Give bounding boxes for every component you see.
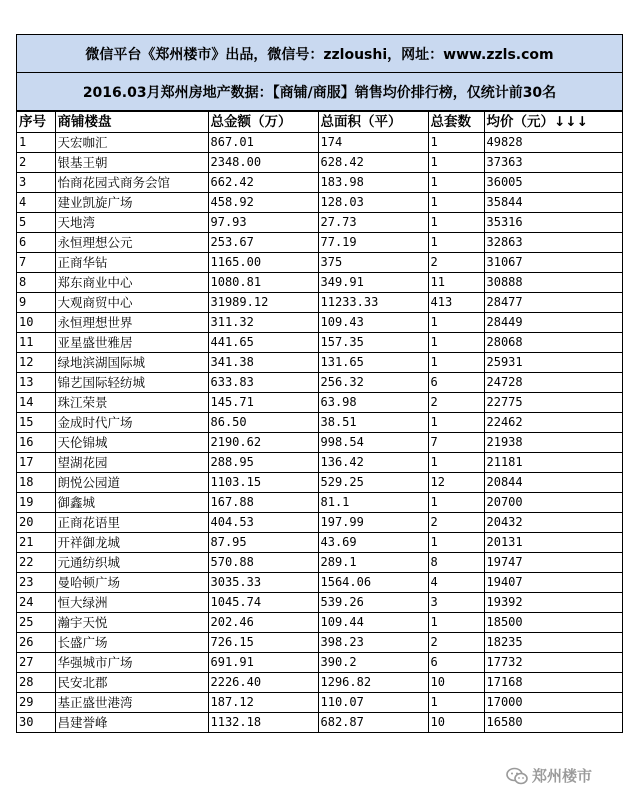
cell-total-units: 3 (428, 593, 484, 613)
cell-total-area: 81.1 (318, 493, 428, 513)
cell-project: 元通纺织城 (55, 553, 208, 573)
cell-project: 瀚宇天悦 (55, 613, 208, 633)
table-row (17, 253, 622, 273)
cell-project: 亚星盛世雅居 (55, 333, 208, 353)
cell-total-units: 1 (428, 173, 484, 193)
table-row (17, 693, 622, 713)
cell-total-amount: 726.15 (208, 633, 318, 653)
cell-total-units: 1 (428, 493, 484, 513)
cell-project: 珠江荣景 (55, 393, 208, 413)
cell-project: 金成时代广场 (55, 413, 208, 433)
table-row (17, 453, 622, 473)
cell-total-area: 375 (318, 253, 428, 273)
cell-project: 恒大绿洲 (55, 593, 208, 613)
table-row (17, 413, 622, 433)
cell-total-area: 529.25 (318, 473, 428, 493)
cell-total-amount: 1080.81 (208, 273, 318, 293)
cell-total-units: 2 (428, 513, 484, 533)
table-row (17, 333, 622, 353)
cell-total-area: 11233.33 (318, 293, 428, 313)
cell-rank: 3 (17, 173, 55, 193)
cell-total-units: 11 (428, 273, 484, 293)
cell-project: 永恒理想世界 (55, 313, 208, 333)
cell-total-amount: 288.95 (208, 453, 318, 473)
cell-total-units: 4 (428, 573, 484, 593)
cell-rank: 25 (17, 613, 55, 633)
cell-total-units: 1 (428, 313, 484, 333)
cell-project: 昌建誉峰 (55, 713, 208, 733)
cell-rank: 22 (17, 553, 55, 573)
cell-total-units: 1 (428, 333, 484, 353)
cell-total-area: 110.07 (318, 693, 428, 713)
cell-project: 曼哈顿广场 (55, 573, 208, 593)
cell-avg-price: 24728 (484, 373, 622, 393)
cell-project: 民安北郡 (55, 673, 208, 693)
table-row (17, 153, 622, 173)
cell-project: 天伦锦城 (55, 433, 208, 453)
cell-project: 绿地滨湖国际城 (55, 353, 208, 373)
cell-avg-price: 22462 (484, 413, 622, 433)
cell-total-units: 413 (428, 293, 484, 313)
cell-avg-price: 20844 (484, 473, 622, 493)
cell-project: 开祥御龙城 (55, 533, 208, 553)
cell-total-units: 2 (428, 393, 484, 413)
cell-rank: 1 (17, 133, 55, 153)
cell-project: 天地湾 (55, 213, 208, 233)
cell-rank: 6 (17, 233, 55, 253)
header-project: 商铺楼盘 (55, 112, 208, 133)
cell-total-units: 8 (428, 553, 484, 573)
cell-project: 银基王朝 (55, 153, 208, 173)
cell-rank: 4 (17, 193, 55, 213)
cell-rank: 9 (17, 293, 55, 313)
header-total-amount: 总金额（万） (208, 112, 318, 133)
cell-total-units: 1 (428, 213, 484, 233)
cell-total-amount: 311.32 (208, 313, 318, 333)
table-row (17, 553, 622, 573)
cell-rank: 24 (17, 593, 55, 613)
cell-total-area: 109.44 (318, 613, 428, 633)
cell-rank: 26 (17, 633, 55, 653)
cell-avg-price: 35316 (484, 213, 622, 233)
cell-rank: 21 (17, 533, 55, 553)
header-row (17, 112, 622, 133)
cell-project: 郑东商业中心 (55, 273, 208, 293)
cell-total-units: 2 (428, 633, 484, 653)
cell-rank: 19 (17, 493, 55, 513)
table-row (17, 493, 622, 513)
cell-total-area: 256.32 (318, 373, 428, 393)
cell-avg-price: 31067 (484, 253, 622, 273)
cell-rank: 15 (17, 413, 55, 433)
cell-total-area: 136.42 (318, 453, 428, 473)
cell-total-area: 128.03 (318, 193, 428, 213)
cell-total-amount: 341.38 (208, 353, 318, 373)
cell-avg-price: 25931 (484, 353, 622, 373)
cell-total-units: 12 (428, 473, 484, 493)
watermark-text: 郑州楼市 (532, 767, 593, 785)
cell-total-amount: 441.65 (208, 333, 318, 353)
cell-total-area: 43.69 (318, 533, 428, 553)
cell-total-amount: 633.83 (208, 373, 318, 393)
cell-total-area: 38.51 (318, 413, 428, 433)
cell-total-amount: 145.71 (208, 393, 318, 413)
cell-total-area: 1296.82 (318, 673, 428, 693)
cell-total-units: 1 (428, 233, 484, 253)
cell-project: 正商花语里 (55, 513, 208, 533)
cell-total-area: 197.99 (318, 513, 428, 533)
cell-total-units: 1 (428, 413, 484, 433)
cell-total-amount: 187.12 (208, 693, 318, 713)
cell-avg-price: 37363 (484, 153, 622, 173)
cell-avg-price: 21181 (484, 453, 622, 473)
cell-total-units: 1 (428, 193, 484, 213)
cell-avg-price: 28477 (484, 293, 622, 313)
cell-avg-price: 17168 (484, 673, 622, 693)
cell-total-area: 682.87 (318, 713, 428, 733)
table-row (17, 573, 622, 593)
cell-avg-price: 49828 (484, 133, 622, 153)
cell-avg-price: 18235 (484, 633, 622, 653)
header-rank: 序号 (17, 112, 55, 133)
table-row (17, 373, 622, 393)
cell-total-amount: 2348.00 (208, 153, 318, 173)
spreadsheet (16, 34, 623, 733)
cell-total-area: 539.26 (318, 593, 428, 613)
cell-total-amount: 31989.12 (208, 293, 318, 313)
cell-project: 建业凯旋广场 (55, 193, 208, 213)
cell-avg-price: 28068 (484, 333, 622, 353)
cell-total-amount: 1045.74 (208, 593, 318, 613)
table-row (17, 293, 622, 313)
cell-rank: 7 (17, 253, 55, 273)
cell-project: 御鑫城 (55, 493, 208, 513)
cell-project: 华强城市广场 (55, 653, 208, 673)
watermark (506, 765, 592, 786)
cell-total-area: 390.2 (318, 653, 428, 673)
table-row (17, 533, 622, 553)
cell-total-amount: 691.91 (208, 653, 318, 673)
cell-rank: 5 (17, 213, 55, 233)
table-row (17, 713, 622, 733)
cell-total-amount: 458.92 (208, 193, 318, 213)
cell-avg-price: 16580 (484, 713, 622, 733)
table-row (17, 593, 622, 613)
cell-total-area: 289.1 (318, 553, 428, 573)
banner-title: 2016.03月郑州房地产数据：【商铺/商服】销售均价排行榜，仅统计前30名 (17, 73, 622, 111)
cell-total-units: 1 (428, 693, 484, 713)
cell-avg-price: 19747 (484, 553, 622, 573)
table-row (17, 313, 622, 333)
cell-total-units: 1 (428, 153, 484, 173)
cell-avg-price: 20700 (484, 493, 622, 513)
cell-total-area: 131.65 (318, 353, 428, 373)
cell-project: 长盛广场 (55, 633, 208, 653)
cell-project: 正商华钻 (55, 253, 208, 273)
cell-avg-price: 18500 (484, 613, 622, 633)
cell-total-amount: 404.53 (208, 513, 318, 533)
cell-total-units: 1 (428, 533, 484, 553)
cell-total-units: 1 (428, 353, 484, 373)
cell-avg-price: 32863 (484, 233, 622, 253)
cell-total-area: 998.54 (318, 433, 428, 453)
cell-total-area: 183.98 (318, 173, 428, 193)
cell-avg-price: 22775 (484, 393, 622, 413)
cell-total-amount: 662.42 (208, 173, 318, 193)
cell-rank: 2 (17, 153, 55, 173)
cell-total-amount: 1103.15 (208, 473, 318, 493)
table-row (17, 213, 622, 233)
cell-rank: 20 (17, 513, 55, 533)
cell-avg-price: 20432 (484, 513, 622, 533)
cell-rank: 27 (17, 653, 55, 673)
table-row (17, 133, 622, 153)
cell-total-units: 6 (428, 653, 484, 673)
table-row (17, 653, 622, 673)
cell-total-amount: 2190.62 (208, 433, 318, 453)
table-row (17, 613, 622, 633)
cell-avg-price: 30888 (484, 273, 622, 293)
table-row (17, 633, 622, 653)
cell-total-units: 7 (428, 433, 484, 453)
cell-total-units: 1 (428, 613, 484, 633)
table-row (17, 273, 622, 293)
table-row (17, 433, 622, 453)
cell-total-area: 628.42 (318, 153, 428, 173)
header-avg-price: 均价（元）↓↓↓ (484, 112, 622, 133)
cell-total-area: 63.98 (318, 393, 428, 413)
cell-avg-price: 21938 (484, 433, 622, 453)
table-row (17, 173, 622, 193)
ranking-table (17, 111, 622, 733)
table-row (17, 353, 622, 373)
cell-project: 望湖花园 (55, 453, 208, 473)
cell-rank: 28 (17, 673, 55, 693)
cell-avg-price: 20131 (484, 533, 622, 553)
cell-project: 大观商贸中心 (55, 293, 208, 313)
cell-total-area: 349.91 (318, 273, 428, 293)
cell-rank: 13 (17, 373, 55, 393)
cell-total-units: 6 (428, 373, 484, 393)
table-row (17, 673, 622, 693)
cell-project: 基正盛世港湾 (55, 693, 208, 713)
cell-total-amount: 3035.33 (208, 573, 318, 593)
cell-total-amount: 1132.18 (208, 713, 318, 733)
cell-total-amount: 86.50 (208, 413, 318, 433)
cell-rank: 14 (17, 393, 55, 413)
cell-avg-price: 17000 (484, 693, 622, 713)
cell-rank: 29 (17, 693, 55, 713)
cell-rank: 23 (17, 573, 55, 593)
cell-total-units: 10 (428, 673, 484, 693)
cell-avg-price: 19392 (484, 593, 622, 613)
cell-total-amount: 1165.00 (208, 253, 318, 273)
cell-total-area: 1564.06 (318, 573, 428, 593)
cell-total-area: 77.19 (318, 233, 428, 253)
cell-total-area: 157.35 (318, 333, 428, 353)
cell-total-units: 1 (428, 453, 484, 473)
cell-project: 朗悦公园道 (55, 473, 208, 493)
cell-total-amount: 867.01 (208, 133, 318, 153)
cell-total-area: 174 (318, 133, 428, 153)
banner-publisher: 微信平台《郑州楼市》出品，微信号：zzloushi，网址：www.zzls.com (17, 34, 622, 73)
cell-rank: 30 (17, 713, 55, 733)
header-total-area: 总面积（平） (318, 112, 428, 133)
cell-total-amount: 2226.40 (208, 673, 318, 693)
cell-total-amount: 570.88 (208, 553, 318, 573)
cell-avg-price: 28449 (484, 313, 622, 333)
table-row (17, 513, 622, 533)
cell-avg-price: 19407 (484, 573, 622, 593)
cell-total-area: 27.73 (318, 213, 428, 233)
cell-project: 天宏咖汇 (55, 133, 208, 153)
cell-total-units: 2 (428, 253, 484, 273)
cell-avg-price: 17732 (484, 653, 622, 673)
cell-avg-price: 36005 (484, 173, 622, 193)
cell-total-amount: 167.88 (208, 493, 318, 513)
table-row (17, 393, 622, 413)
cell-total-area: 398.23 (318, 633, 428, 653)
cell-total-amount: 253.67 (208, 233, 318, 253)
cell-total-amount: 202.46 (208, 613, 318, 633)
cell-total-units: 10 (428, 713, 484, 733)
cell-project: 永恒理想公元 (55, 233, 208, 253)
cell-total-area: 109.43 (318, 313, 428, 333)
cell-rank: 8 (17, 273, 55, 293)
cell-project: 锦艺国际轻纺城 (55, 373, 208, 393)
table-row (17, 473, 622, 493)
cell-rank: 17 (17, 453, 55, 473)
cell-avg-price: 35844 (484, 193, 622, 213)
table-row (17, 233, 622, 253)
cell-project: 怡商花园式商务会馆 (55, 173, 208, 193)
table-row (17, 193, 622, 213)
cell-rank: 11 (17, 333, 55, 353)
cell-total-units: 1 (428, 133, 484, 153)
cell-rank: 12 (17, 353, 55, 373)
cell-rank: 16 (17, 433, 55, 453)
cell-rank: 10 (17, 313, 55, 333)
header-total-units: 总套数 (428, 112, 484, 133)
wechat-icon (506, 767, 528, 785)
cell-total-amount: 87.95 (208, 533, 318, 553)
cell-rank: 18 (17, 473, 55, 493)
cell-total-amount: 97.93 (208, 213, 318, 233)
